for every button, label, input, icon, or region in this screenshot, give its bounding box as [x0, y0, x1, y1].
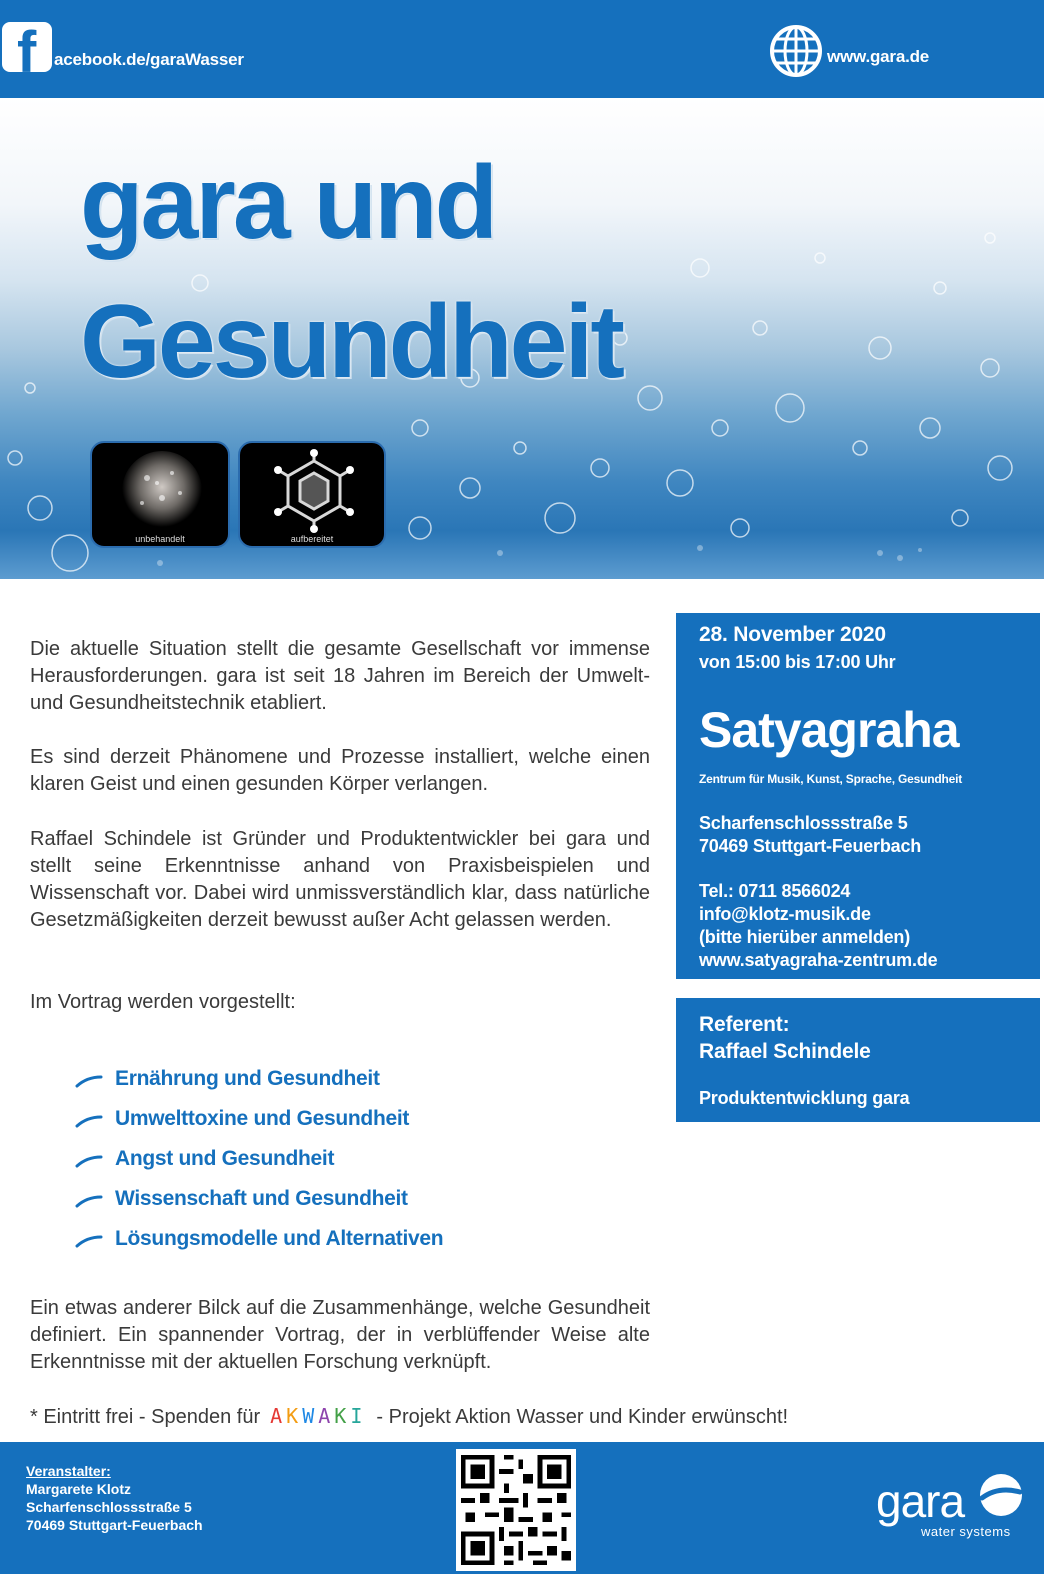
topic-label: Wissenschaft und Gesundheit — [115, 1187, 408, 1210]
venue-name: Satyagraha — [699, 702, 959, 758]
globe-icon[interactable] — [769, 24, 823, 78]
entry-prefix: * Eintritt frei - Spenden für — [30, 1406, 261, 1428]
topic-label: Ernährung und Gesundheit — [115, 1067, 380, 1090]
list-item — [75, 1187, 635, 1227]
venue-website[interactable]: www.satyagraha-zentrum.de — [699, 950, 938, 970]
dash-bullet-icon — [75, 1073, 103, 1089]
venue-subtitle: Zentrum für Musik, Kunst, Sprache, Gesundheit — [699, 772, 963, 786]
speaker-role: Produktentwicklung gara — [699, 1088, 910, 1108]
gara-logo[interactable] — [876, 1472, 1036, 1542]
footer-bar — [0, 1442, 1044, 1574]
venue-phone[interactable]: Tel.: 0711 8566024 — [699, 881, 851, 901]
paragraph-speaker: Raffael Schindele ist Gründer und Produktentwickler bei gara und stellt seine Erkenntnisse anhand von Praxisbeispielen und Wissenschaft vor. Dabei wird unmissverständlich klar, dass natürliche Gesetzmäßigkeiten derzeit bewusst außer Acht gelassen werden. — [30, 828, 650, 931]
dash-bullet-icon — [75, 1153, 103, 1169]
paragraph-intro: Die aktuelle Situation stellt die gesamte Gesellschaft vor immense Herausforderungen. gara ist seit 18 Jahren im Bereich der Umwelt- und Gesundheitstechnik etabliert. — [30, 638, 650, 714]
caption-untreated: unbehandelt — [135, 534, 185, 544]
crystal-image-untreated — [90, 441, 230, 548]
facebook-link[interactable]: acebook.de/garaWasser — [54, 50, 244, 69]
organizer-street: Scharfenschlossstraße 5 — [26, 1499, 192, 1515]
list-item — [75, 1067, 635, 1107]
venue-email[interactable]: info@klotz-musik.de — [699, 904, 871, 924]
topic-label: Umwelttoxine und Gesundheit — [115, 1107, 410, 1130]
crystal-image-treated — [238, 441, 386, 548]
entry-suffix: - Projekt Aktion Wasser und Kinder erwünscht! — [376, 1406, 789, 1428]
organizer-name: Margarete Klotz — [26, 1481, 132, 1497]
register-note: (bitte hierüber anmelden) — [699, 927, 911, 947]
speaker-name: Raffael Schindele — [699, 1040, 871, 1063]
venue-city: 70469 Stuttgart-Feuerbach — [699, 836, 922, 856]
topic-list — [75, 1067, 635, 1267]
paragraph-phenomena: Es sind derzeit Phänomene und Prozesse installiert, welche einen klaren Geist und einen gesunden Körper verlangen. — [30, 746, 650, 795]
gara-drop-icon — [976, 1472, 1026, 1518]
list-item — [75, 1227, 635, 1267]
event-info-panel — [676, 613, 1040, 979]
headline-line-2: Gesundheit — [80, 284, 623, 400]
dash-bullet-icon — [75, 1113, 103, 1129]
website-link[interactable]: www.gara.de — [827, 47, 930, 66]
facebook-icon[interactable]: f — [2, 22, 52, 72]
list-item — [75, 1147, 635, 1187]
speaker-label: Referent: — [699, 1013, 790, 1036]
topic-label: Angst und Gesundheit — [115, 1147, 335, 1170]
event-date: 28. November 2020 — [699, 623, 886, 646]
top-bar — [0, 0, 1044, 98]
organizer-label: Veranstalter: — [26, 1463, 111, 1479]
event-time: von 15:00 bis 17:00 Uhr — [699, 652, 896, 672]
qr-code[interactable] — [456, 1449, 576, 1571]
speaker-panel — [676, 998, 1040, 1122]
organizer-city: 70469 Stuttgart-Feuerbach — [26, 1517, 203, 1533]
akwaki-logo: AKWAKI — [270, 1404, 367, 1428]
venue-street: Scharfenschlossstraße 5 — [699, 813, 908, 833]
list-item — [75, 1107, 635, 1147]
dash-bullet-icon — [75, 1233, 103, 1249]
logo-word: gara — [876, 1475, 965, 1527]
entry-note — [30, 1404, 788, 1429]
logo-subtitle: water systems — [921, 1524, 1011, 1539]
dash-bullet-icon — [75, 1193, 103, 1209]
paragraph-topics-intro: Im Vortrag werden vorgestellt: — [30, 991, 296, 1013]
organizer-block — [26, 1462, 203, 1534]
topic-label: Lösungsmodelle und Alternativen — [115, 1227, 444, 1250]
caption-treated: aufbereitet — [290, 534, 334, 544]
paragraph-closing: Ein etwas anderer Bilck auf die Zusammenhänge, welche Gesundheit definiert. Ein spannender Vortrag, der in verblüffender Weise alte Erkenntnisse mit der aktuellen Forschung verknüpft. — [30, 1297, 650, 1373]
headline-line-1: gara und — [80, 145, 496, 261]
